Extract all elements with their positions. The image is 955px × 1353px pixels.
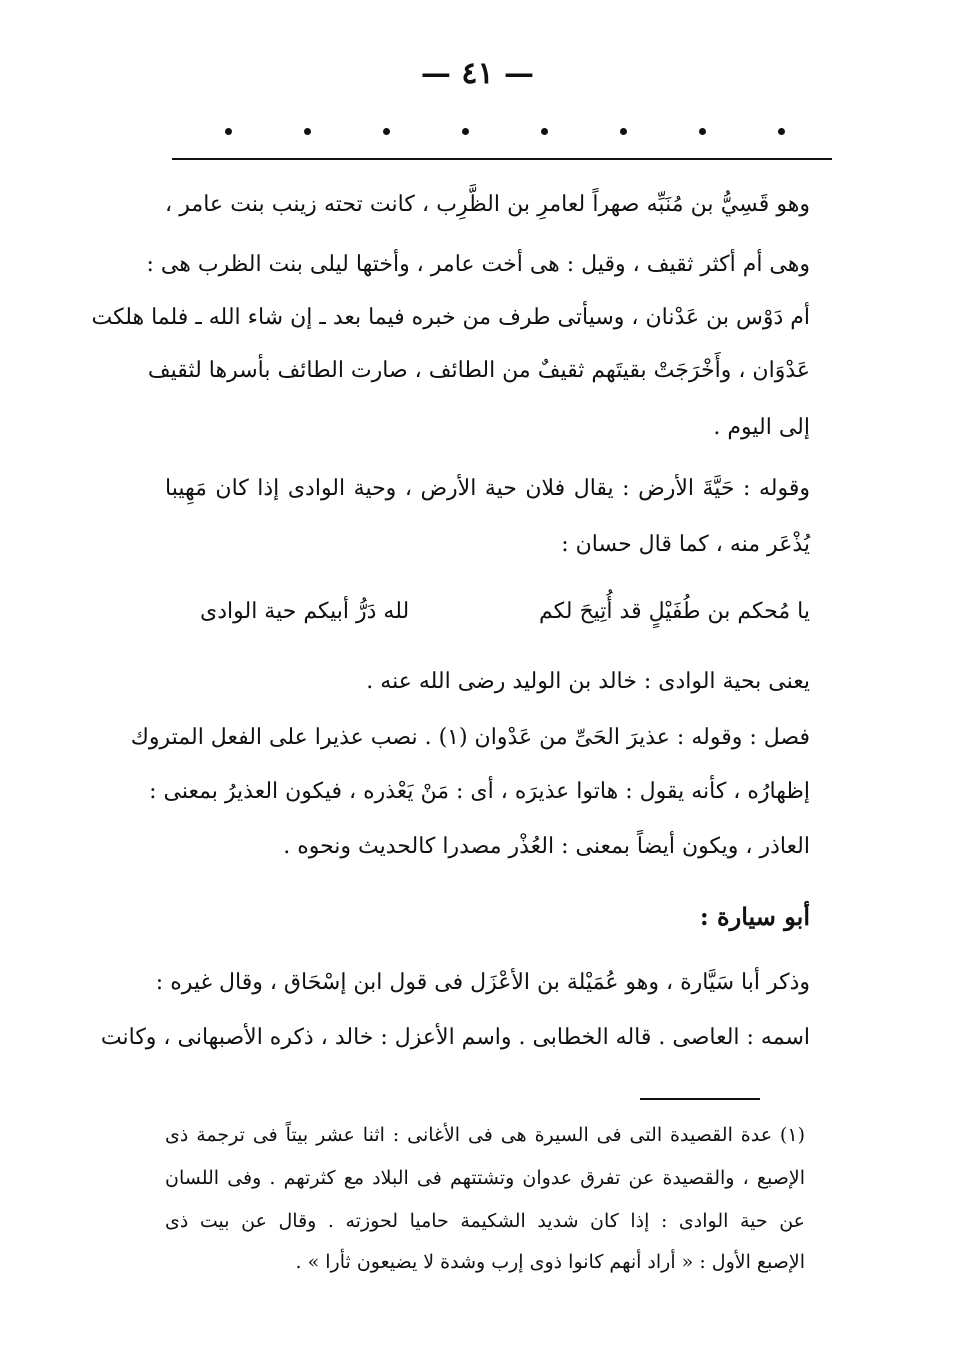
footnote-line: الإصبع ، والقصيدة عن تفرق عدوان وتشتتهم فى البلاد مع كثرتهم . وفى اللسان <box>165 1167 805 1189</box>
section-heading: أبو سيارة : <box>699 902 810 931</box>
footnote-line: (١) عدة القصيدة التى فى السيرة هى فى الأغانى : اثنا عشر بيتاً فى ترجمة ذى <box>165 1124 805 1146</box>
text-line: وهى أم أكثر ثقيف ، وقيل : هى أخت عامر ، وأختها ليلى بنت الظرب هى : <box>146 252 810 277</box>
text-line: أم دَوْس بن عَدْنان ، وسيأتى طرف من خبره فيما بعد ـ إن شاء الله ـ فلما هلكت <box>91 305 810 330</box>
footnotes <box>165 0 805 1353</box>
text-line: وقوله : حَيَّةَ الأرض : يقال فلان حية الأرض ، وحية الوادى إذا كان مَهِيبا <box>165 476 810 501</box>
text-line: وهو قَسِيُّ بن مُنَبِّه صهراً لعامرِ بن الظَّرِب ، كانت تحته زينب بنت عامر ، <box>165 192 810 217</box>
text-line: اسمه : العاصى . قاله الخطابى . واسم الأعزل : خالد ، ذكره الأصبهانى ، وكانت <box>100 1025 810 1050</box>
footnote-line: عن حية الوادى : إذا كان شديد الشكيمة حاميا لحوزته . وقال عن بيت ذى <box>165 1210 805 1232</box>
text-line: وذكر أبا سَيَّارة ، وهو عُمَيْلة بن الأعْزَل فى قول ابن إسْحَاق ، وقال غيره : <box>155 970 810 995</box>
text-line: إلى اليوم . <box>713 415 810 440</box>
page-number: — ٤١ — <box>420 56 535 91</box>
text-line: عَدْوَان ، وأَخْرَجَتْ بقيتَهم ثقيفٌ من الطائف ، صارت الطائف بأسرها لثقيف <box>147 358 810 383</box>
verse-right-hemistich: يا مُحكم بن طُفَيْلٍ قد أُتِيحَ لكم <box>538 599 810 624</box>
text-line: إظهارُه ، كأنه يقول : هاتوا عذيرَه ، أى : مَنْ يَعْذره ، فيكون العذيرُ بمعنى : <box>149 779 810 804</box>
verse-left-hemistich: لله دَرُّ أبيكم حية الوادى <box>200 599 410 624</box>
text-line: يُذْعَر منه ، كما قال حسان : <box>561 532 810 557</box>
text-line: فصل : وقوله : عذيرَ الحَىِّ من عَدْوان (١) . نصب عذيرا على الفعل المتروك <box>130 725 810 750</box>
footnote-line: الإصبع الأول : « أراد أنهم كانوا ذوى إرب وشدة لا يضيعون ثأرا » . <box>295 1251 805 1273</box>
text-line: العاذر ، ويكون أيضاً بمعنى : العُذْر مصدرا كالحديث ونحوه . <box>283 834 810 859</box>
text-line: يعنى بحية الوادى : خالد بن الوليد رضى الله عنه . <box>366 669 810 694</box>
